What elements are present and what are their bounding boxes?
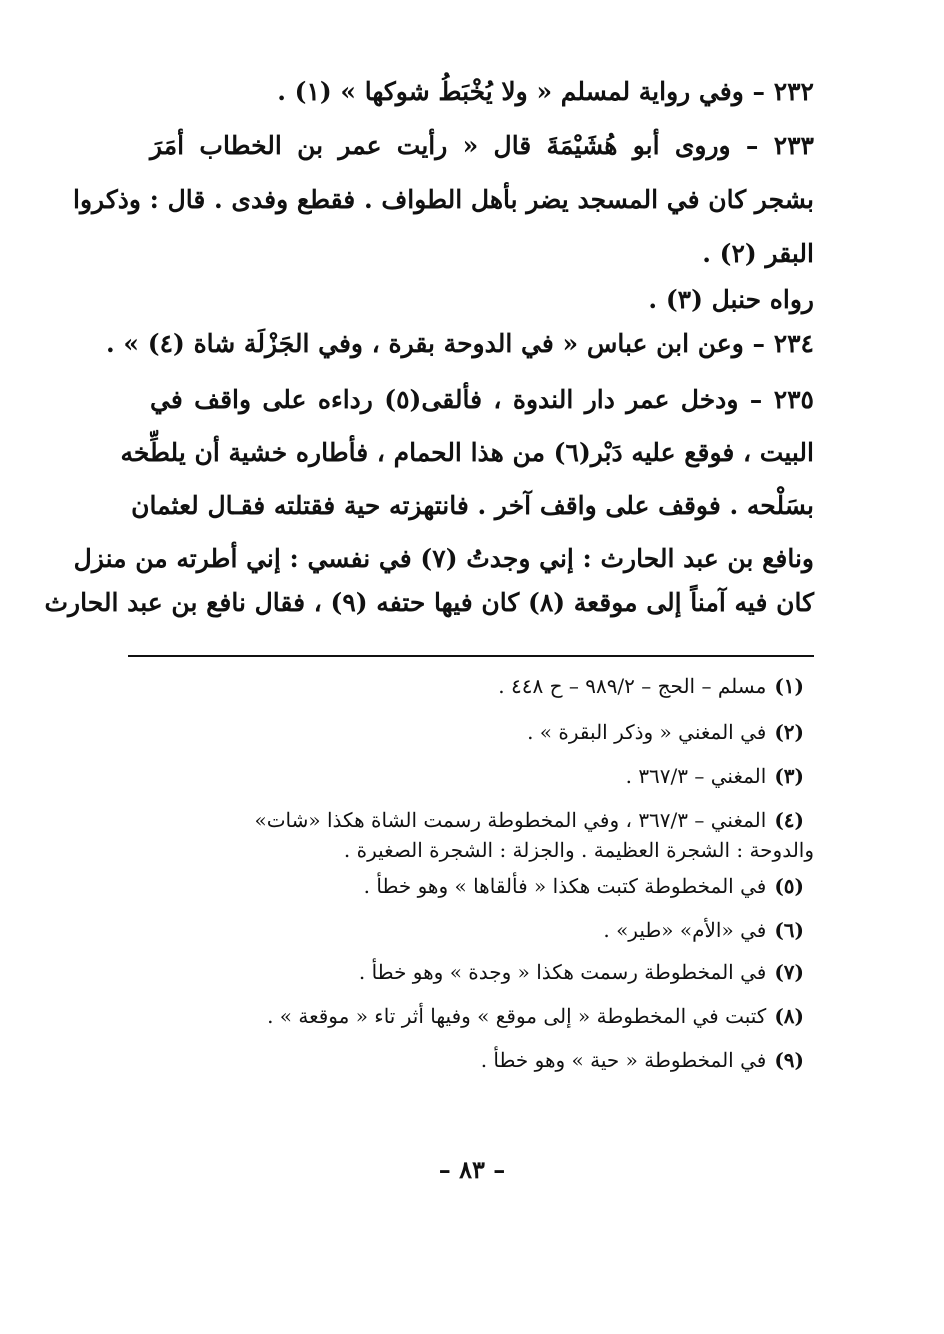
text-line: ٢٣٣ – وروى أبو هُشَيْمَةَ قال « رأيت عمر بن الخطاب أمَرَ (150, 131, 814, 160)
footnotes (130, 670, 814, 1074)
footnote (130, 672, 804, 700)
text-line: بسَلْحه . فوقف على واقف آخر . فانتهزته حية فقتلته فقـال لعثمان (131, 491, 814, 520)
footnote-text: المغني – ٣٦٧/٣ ، وفي المخطوطة رسمت الشاة هكذا «شات» (254, 808, 767, 832)
text-line: رواه حنبل (٣) . (648, 285, 814, 314)
footnote (118, 806, 804, 834)
footnote-text: في المخطوطة « حية » وهو خطأ . (480, 1048, 767, 1072)
footnote (130, 958, 804, 986)
footnote-number: (٦) (774, 918, 804, 942)
footnote-divider (128, 655, 814, 657)
footnote (130, 916, 804, 944)
page-number: – ٨٣ – (438, 1155, 506, 1184)
footnote-number: (٨) (774, 1004, 804, 1028)
text-line: كان فيه آمناً إلى موقعة (٨) كان فيها حتفه (٩) ، فقال نافع بن عبد الحارث (44, 588, 814, 617)
footnote-number: (٥) (774, 874, 804, 898)
footnote-number: (٣) (774, 764, 804, 788)
footnote-number: (٢) (774, 720, 804, 744)
footnote-number: (١) (774, 674, 804, 698)
footnote-text: المغني – ٣٦٧/٣ . (625, 764, 767, 788)
text-line: ٢٣٥ – ودخل عمر دار الندوة ، فألقى(٥) رداءه على واقف في (150, 385, 814, 414)
footnote-text: في «الأم» «طير» . (603, 918, 767, 942)
footnote-number: (٩) (774, 1048, 804, 1072)
footnote (130, 1002, 804, 1030)
footnote-text: مسلم – الحج – ٩٨٩/٢ – ح ٤٤٨ . (498, 674, 767, 698)
text-line: البيت ، فوقع عليه دَبْر(٦) من هذا الحمام ، فأطاره خشية أن يلطِّخه (120, 438, 814, 467)
text-line: البقر (٢) . (702, 239, 814, 268)
footnote-text: في المغني « وذكر البقرة » . (527, 720, 767, 744)
footnote-number: (٤) (774, 808, 804, 832)
footnote (130, 872, 804, 900)
text-line: ٢٣٤ – وعن ابن عباس « في الدوحة بقرة ، وفي الجَزْلَة شاة (٤) » . (106, 329, 814, 358)
text-line: ٢٣٢ – وفي رواية لمسلم « ولا يُخْبَطُ شوكها » (١) . (277, 77, 814, 106)
footnote (130, 718, 804, 746)
footnote-number: (٧) (774, 960, 804, 984)
footnote-text: كتبت في المخطوطة « إلى موقع » وفيها أثر تاء « موقعة » . (267, 1004, 767, 1028)
main-text (44, 70, 814, 619)
footnote (130, 762, 804, 790)
footnote-text: في المخطوطة كتبت هكذا « فألقاها » وهو خطأ . (363, 874, 767, 898)
footnote-continuation (130, 836, 814, 864)
text-line: بشجر كان في المسجد يضر بأهل الطواف . فقطع وفدى . قال : وذكروا (73, 185, 814, 214)
footnote-text: والدوحة : الشجرة العظيمة . والجزلة : الشجرة الصغيرة . (343, 838, 814, 862)
footnote (130, 1046, 804, 1074)
text-line: ونافع بن عبد الحارث : إني وجدتُ (٧) في نفسي : إني أطرته من منزل (73, 544, 814, 573)
footnote-text: في المخطوطة رسمت هكذا « وجدة » وهو خطأ . (358, 960, 767, 984)
